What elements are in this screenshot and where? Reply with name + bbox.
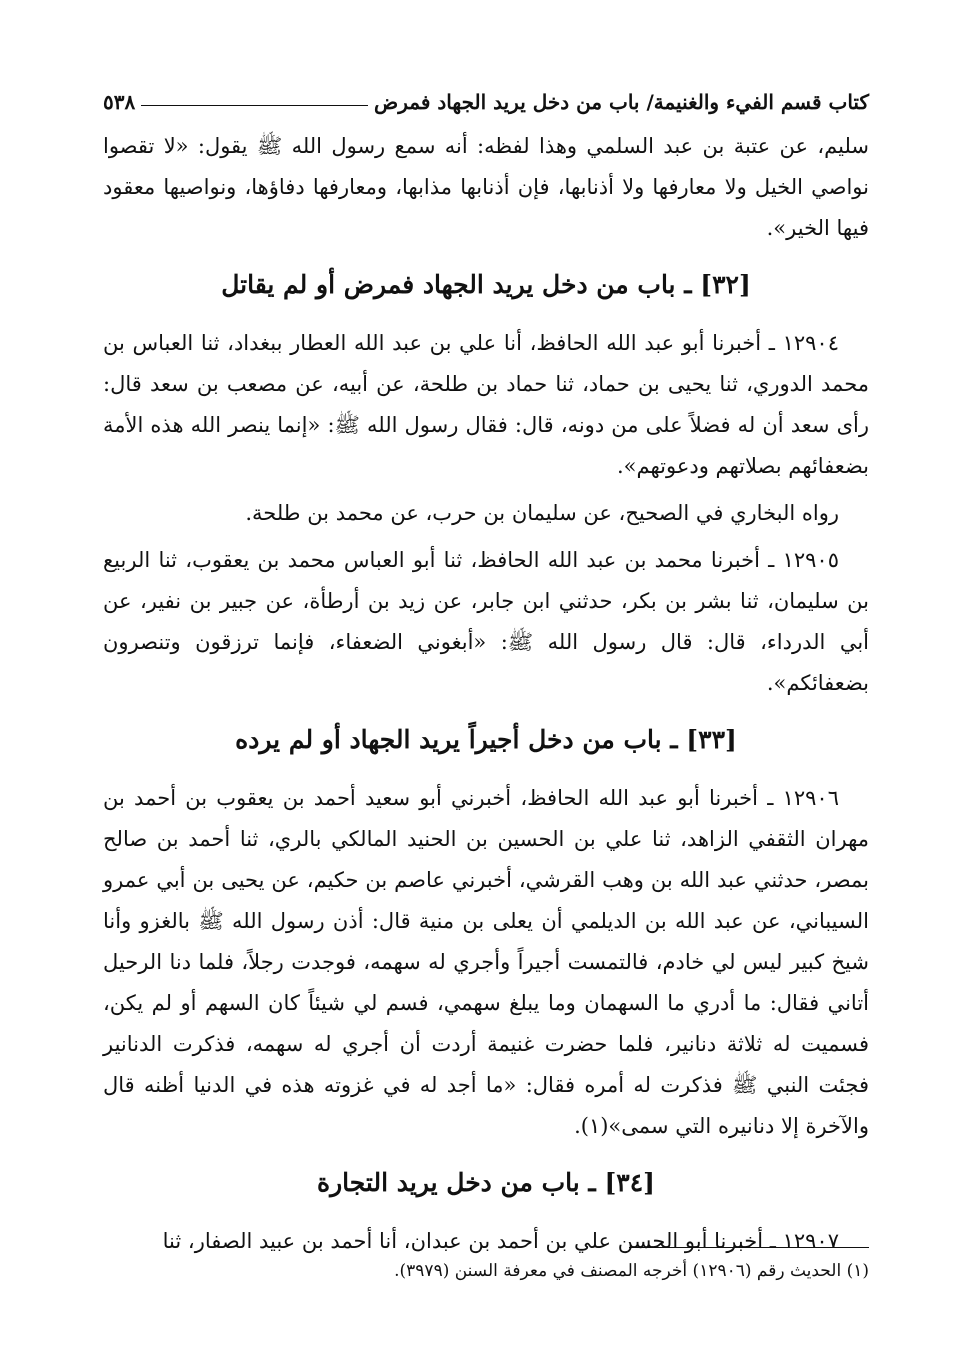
footnote-rule — [629, 1247, 869, 1248]
hadith-12906: ١٢٩٠٦ ـ أخبرنا أبو عبد الله الحافظ، أخبرني أبو سعيد أحمد بن يعقوب بن أحمد بن مهران الثقفي الزاهد، ثنا علي بن الحسين بن الحنيد المالكي بالري، ثنا أحمد بن صالح بمصر، حدثني عبد الله بن وهب القرشي، أخبرني عاصم بن حكيم، عن يحيى بن أبي عمرو السيباني، عن عبد الله بن الديلمي أن يعلى بن منية قال: أذن رسول الله ﷺ بالغزو وأنا شيخ كبير ليس لي خادم، فالتمست أجيراً وأجري له سهمه، فوجدت رجلاً، فلما دنا الرحيل أتاني فقال: ما أدري ما السهمان وما يبلغ سهمي، فسم لي شيئاً كان السهم أو لم يكن، فسميت له ثلاثة دنانير، فلما حضرت غنيمة أردت أن أجري له سهمه، فذكرت الدنانير فجئت النبي ﷺ فذكرت له أمره فقال: «ما أجد له في غزوته هذه في الدنيا أظنه قال والآخرة إلا دنانيره التي سمى»(١). — [103, 786, 869, 1138]
hadith-12904: ١٢٩٠٤ ـ أخبرنا أبو عبد الله الحافظ، أنا علي بن عبد الله العطار ببغداد، ثنا العباس بن محمد الدوري، ثنا يحيى بن حماد، ثنا حماد بن طلحة، عن أبيه، عن مصعب بن سعد قال: رأى سعد أن له فضلاً على من دونه، قال: فقال رسول الله ﷺ: «إنما ينصر الله هذه الأمة بضعفائهم بصلاتهم ودعوتهم». — [103, 331, 869, 478]
hadith-12907: ١٢٩٠٧ ـ أخبرنا أبو الحسن علي بن أحمد بن عبدان، أنا أحمد بن عبيد الصفار، ثنا — [162, 1229, 839, 1253]
page-number: ٥٣٨ — [103, 90, 136, 114]
chapter-heading-32: [٣٢] ـ باب من دخل يريد الجهاد فمرض أو لم يقاتل — [221, 270, 751, 299]
intro-paragraph: سليم، عن عتبة بن عبد السلمي وهذا لفظه: أنه سمع رسول الله ﷺ يقول: «لا تقصوا نواصي الخيل ولا معارفها ولا أذنابها، فإن أذنابها مذابها، ومعارفها دفاؤها، ونواصيها معقود فيها الخير». — [103, 134, 869, 240]
header-rule — [141, 105, 368, 106]
hadith-12905: ١٢٩٠٥ ـ أخبرنا محمد بن عبد الله الحافظ، ثنا أبو العباس محمد بن يعقوب، ثنا الربيع بن سليمان، ثنا بشر بن بكر، حدثني ابن جابر، عن زيد بن أرطأة، عن جبير بن نفير، عن أبي الدرداء، قال: قال رسول الله ﷺ: «أبغوني الضعفاء، فإنما ترزقون وتنصرون بضعفائكم». — [103, 548, 870, 695]
chapter-heading-34: [٣٤] ـ باب من دخل يريد التجارة — [317, 1168, 655, 1197]
footnote: (١) الحديث رقم (١٢٩٠٦) أخرجه المصنف في معرفة السنن (٣٩٧٩). — [394, 1261, 869, 1281]
bukhari-note: رواه البخاري في الصحيح، عن سليمان بن حرب، عن محمد بن طلحة. — [245, 501, 839, 525]
chapter-heading-33: [٣٣] ـ باب من دخل أجيراً يريد الجهاد أو لم يرده — [235, 725, 737, 754]
running-title: كتاب قسم الفيء والغنيمة/ باب من دخل يريد الجهاد فمرض — [374, 90, 869, 114]
page-body — [103, 126, 869, 1262]
page-header — [103, 80, 869, 114]
